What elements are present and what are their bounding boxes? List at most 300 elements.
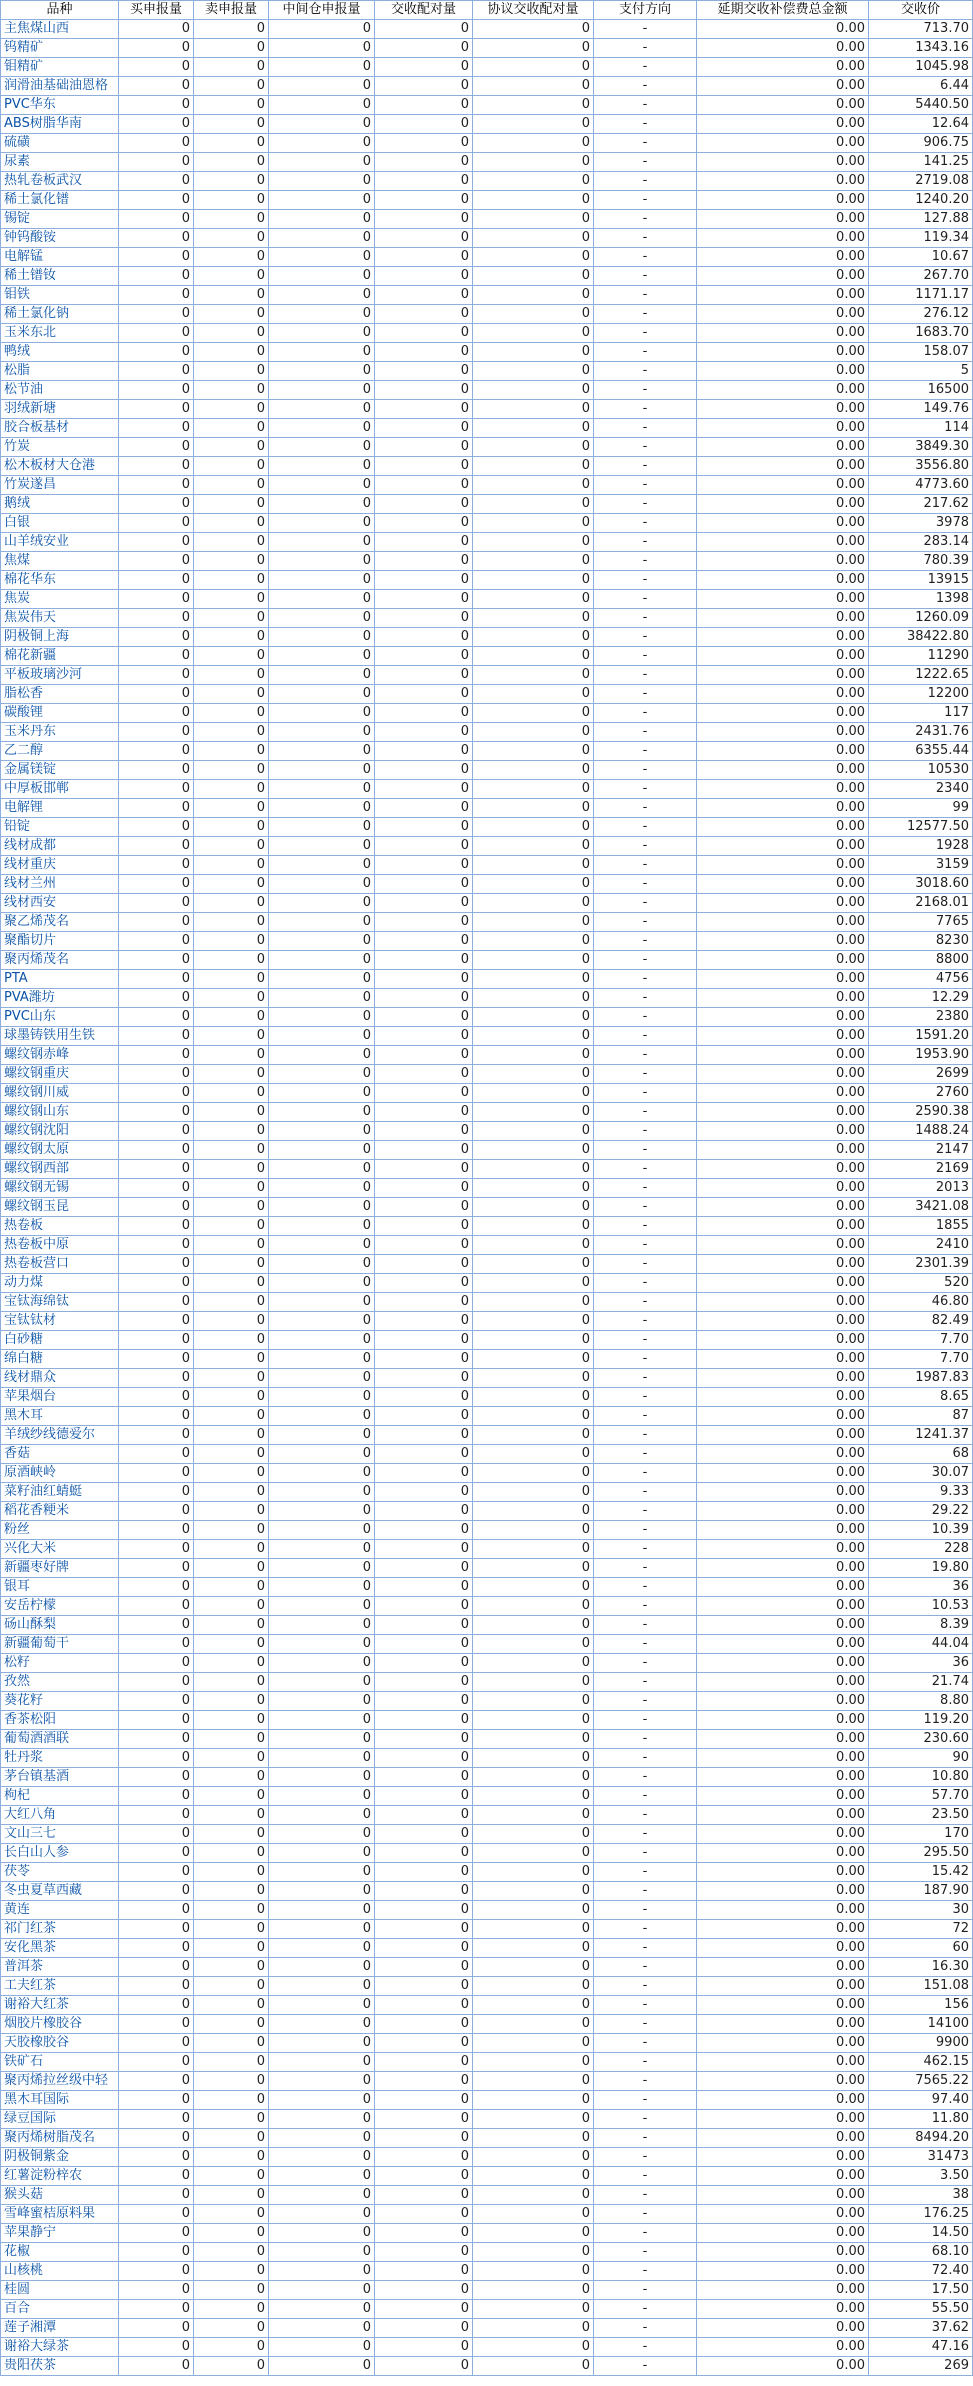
variety-cell[interactable]: 花椒 <box>1 2243 119 2262</box>
delivery-price-cell: 55.50 <box>869 2300 973 2319</box>
variety-cell[interactable]: 螺纹钢重庆 <box>1 1065 119 1084</box>
variety-cell[interactable]: 工夫红茶 <box>1 1977 119 1996</box>
delivery-matched-cell: 0 <box>375 970 473 989</box>
intermediate-declared-cell: 0 <box>269 571 375 590</box>
delivery-matched-cell: 0 <box>375 2205 473 2224</box>
variety-cell[interactable]: 线材成都 <box>1 837 119 856</box>
variety-cell[interactable]: 兴化大米 <box>1 1540 119 1559</box>
sell-declared-cell: 0 <box>194 1426 269 1445</box>
variety-cell[interactable]: 新疆葡萄干 <box>1 1635 119 1654</box>
sell-declared-cell: 0 <box>194 1825 269 1844</box>
buy-declared-cell: 0 <box>119 1217 194 1236</box>
variety-cell[interactable]: 平板玻璃沙河 <box>1 666 119 685</box>
delivery-price-cell: 11.80 <box>869 2110 973 2129</box>
delivery-matched-cell: 0 <box>375 1084 473 1103</box>
intermediate-declared-cell: 0 <box>269 2148 375 2167</box>
variety-cell[interactable]: 普洱茶 <box>1 1958 119 1977</box>
deferred-fee-cell: 0.00 <box>697 286 869 305</box>
variety-cell[interactable]: 润滑油基础油恩格 <box>1 77 119 96</box>
variety-cell[interactable]: 百合 <box>1 2300 119 2319</box>
sell-declared-cell: 0 <box>194 2357 269 2376</box>
delivery-price-cell: 14.50 <box>869 2224 973 2243</box>
variety-cell[interactable]: 聚乙烯茂名 <box>1 913 119 932</box>
variety-cell[interactable]: 铁矿石 <box>1 2053 119 2072</box>
agreement-matched-cell: 0 <box>473 590 594 609</box>
variety-cell[interactable]: 猴头菇 <box>1 2186 119 2205</box>
deferred-fee-cell: 0.00 <box>697 419 869 438</box>
delivery-price-cell: 2719.08 <box>869 172 973 191</box>
intermediate-declared-cell: 0 <box>269 647 375 666</box>
delivery-matched-cell: 0 <box>375 58 473 77</box>
buy-declared-cell: 0 <box>119 248 194 267</box>
variety-cell[interactable]: 黑木耳 <box>1 1407 119 1426</box>
payment-direction-cell: - <box>594 1293 697 1312</box>
variety-cell[interactable]: 红薯淀粉梓农 <box>1 2167 119 2186</box>
deferred-fee-cell: 0.00 <box>697 172 869 191</box>
delivery-price-cell: 29.22 <box>869 1502 973 1521</box>
variety-cell[interactable]: 钼铁 <box>1 286 119 305</box>
agreement-matched-cell: 0 <box>473 191 594 210</box>
intermediate-declared-cell: 0 <box>269 1654 375 1673</box>
intermediate-declared-cell: 0 <box>269 476 375 495</box>
delivery-matched-cell: 0 <box>375 191 473 210</box>
variety-cell[interactable]: 银耳 <box>1 1578 119 1597</box>
deferred-fee-cell: 0.00 <box>697 229 869 248</box>
intermediate-declared-cell: 0 <box>269 2281 375 2300</box>
delivery-matched-cell: 0 <box>375 115 473 134</box>
variety-cell[interactable]: 桂圆 <box>1 2281 119 2300</box>
agreement-matched-cell: 0 <box>473 2357 594 2376</box>
variety-cell[interactable]: 阴极铜上海 <box>1 628 119 647</box>
deferred-fee-cell: 0.00 <box>697 1141 869 1160</box>
agreement-matched-cell: 0 <box>473 39 594 58</box>
variety-cell[interactable]: 稀土氯化镨 <box>1 191 119 210</box>
agreement-matched-cell: 0 <box>473 742 594 761</box>
variety-cell[interactable]: 天胶橡胶谷 <box>1 2034 119 2053</box>
variety-cell[interactable]: 稀土氯化钠 <box>1 305 119 324</box>
variety-cell[interactable]: 球墨铸铁用生铁 <box>1 1027 119 1046</box>
variety-cell[interactable]: 烟胶片橡胶谷 <box>1 2015 119 2034</box>
delivery-matched-cell: 0 <box>375 1179 473 1198</box>
variety-cell[interactable]: 螺纹钢山东 <box>1 1103 119 1122</box>
sell-declared-cell: 0 <box>194 1901 269 1920</box>
deferred-fee-cell: 0.00 <box>697 723 869 742</box>
payment-direction-cell: - <box>594 1768 697 1787</box>
delivery-price-cell: 2590.38 <box>869 1103 973 1122</box>
deferred-fee-cell: 0.00 <box>697 134 869 153</box>
deferred-fee-cell: 0.00 <box>697 2205 869 2224</box>
intermediate-declared-cell: 0 <box>269 514 375 533</box>
column-header-buy-declared: 买申报量 <box>119 1 194 20</box>
sell-declared-cell: 0 <box>194 780 269 799</box>
variety-cell[interactable]: 原酒峡岭 <box>1 1464 119 1483</box>
deferred-fee-cell: 0.00 <box>697 2129 869 2148</box>
deferred-fee-cell: 0.00 <box>697 1958 869 1977</box>
table-row <box>1 1464 973 1483</box>
intermediate-declared-cell: 0 <box>269 533 375 552</box>
table-row <box>1 476 973 495</box>
variety-cell[interactable]: 金属镁锭 <box>1 761 119 780</box>
variety-cell[interactable]: 长白山人参 <box>1 1844 119 1863</box>
agreement-matched-cell: 0 <box>473 723 594 742</box>
variety-cell[interactable]: 大红八角 <box>1 1806 119 1825</box>
buy-declared-cell: 0 <box>119 1255 194 1274</box>
variety-cell[interactable]: 棉花华东 <box>1 571 119 590</box>
payment-direction-cell: - <box>594 552 697 571</box>
variety-cell[interactable]: 钨精矿 <box>1 39 119 58</box>
buy-declared-cell: 0 <box>119 362 194 381</box>
table-row <box>1 1483 973 1502</box>
intermediate-declared-cell: 0 <box>269 989 375 1008</box>
buy-declared-cell: 0 <box>119 1521 194 1540</box>
delivery-price-cell: 44.04 <box>869 1635 973 1654</box>
delivery-price-cell: 68.10 <box>869 2243 973 2262</box>
delivery-matched-cell: 0 <box>375 533 473 552</box>
variety-cell[interactable]: 茯苓 <box>1 1863 119 1882</box>
sell-declared-cell: 0 <box>194 248 269 267</box>
intermediate-declared-cell: 0 <box>269 1388 375 1407</box>
variety-cell[interactable]: 贵阳茯茶 <box>1 2357 119 2376</box>
table-row <box>1 1008 973 1027</box>
delivery-matched-cell: 0 <box>375 1844 473 1863</box>
deferred-fee-cell: 0.00 <box>697 2091 869 2110</box>
deferred-fee-cell: 0.00 <box>697 704 869 723</box>
table-row <box>1 1825 973 1844</box>
variety-cell[interactable]: 热轧卷板武汉 <box>1 172 119 191</box>
variety-cell[interactable]: 黄连 <box>1 1901 119 1920</box>
variety-cell[interactable]: 热卷板 <box>1 1217 119 1236</box>
delivery-matched-cell: 0 <box>375 324 473 343</box>
variety-cell[interactable]: 祁门红茶 <box>1 1920 119 1939</box>
intermediate-declared-cell: 0 <box>269 1008 375 1027</box>
variety-cell[interactable]: 茅台镇基酒 <box>1 1768 119 1787</box>
payment-direction-cell: - <box>594 1882 697 1901</box>
variety-cell[interactable]: 山羊绒安业 <box>1 533 119 552</box>
variety-cell[interactable]: 香茶松阳 <box>1 1711 119 1730</box>
agreement-matched-cell: 0 <box>473 2110 594 2129</box>
variety-cell[interactable]: 线材重庆 <box>1 856 119 875</box>
sell-declared-cell: 0 <box>194 1046 269 1065</box>
variety-cell[interactable]: 玉米丹东 <box>1 723 119 742</box>
variety-cell[interactable]: 碳酸锂 <box>1 704 119 723</box>
delivery-matched-cell: 0 <box>375 2224 473 2243</box>
payment-direction-cell: - <box>594 1407 697 1426</box>
variety-cell[interactable]: 主焦煤山西 <box>1 20 119 39</box>
deferred-fee-cell: 0.00 <box>697 20 869 39</box>
buy-declared-cell: 0 <box>119 818 194 837</box>
buy-declared-cell: 0 <box>119 495 194 514</box>
variety-cell[interactable]: ABS树脂华南 <box>1 115 119 134</box>
variety-cell[interactable]: 线材鼎众 <box>1 1369 119 1388</box>
variety-cell[interactable]: 绵白糖 <box>1 1350 119 1369</box>
variety-cell[interactable]: 阴极铜紫金 <box>1 2148 119 2167</box>
sell-declared-cell: 0 <box>194 2091 269 2110</box>
variety-cell[interactable]: 稀土镨钕 <box>1 267 119 286</box>
payment-direction-cell: - <box>594 1616 697 1635</box>
intermediate-declared-cell: 0 <box>269 1901 375 1920</box>
variety-cell[interactable]: 鸭绒 <box>1 343 119 362</box>
deferred-fee-cell: 0.00 <box>697 1635 869 1654</box>
buy-declared-cell: 0 <box>119 1996 194 2015</box>
sell-declared-cell: 0 <box>194 2319 269 2338</box>
payment-direction-cell: - <box>594 1863 697 1882</box>
deferred-fee-cell: 0.00 <box>697 2015 869 2034</box>
intermediate-declared-cell: 0 <box>269 96 375 115</box>
delivery-matched-cell: 0 <box>375 1749 473 1768</box>
buy-declared-cell: 0 <box>119 2205 194 2224</box>
deferred-fee-cell: 0.00 <box>697 2262 869 2281</box>
variety-cell[interactable]: 砀山酥梨 <box>1 1616 119 1635</box>
intermediate-declared-cell: 0 <box>269 1369 375 1388</box>
variety-cell[interactable]: 电解锰 <box>1 248 119 267</box>
variety-cell[interactable]: 雪峰蜜桔原料果 <box>1 2205 119 2224</box>
variety-cell[interactable]: 电解锂 <box>1 799 119 818</box>
buy-declared-cell: 0 <box>119 1692 194 1711</box>
variety-cell[interactable]: 胶合板基材 <box>1 419 119 438</box>
variety-cell[interactable]: 钼精矿 <box>1 58 119 77</box>
variety-cell[interactable]: 硫磺 <box>1 134 119 153</box>
variety-cell[interactable]: 线材兰州 <box>1 875 119 894</box>
sell-declared-cell: 0 <box>194 1084 269 1103</box>
variety-cell[interactable]: 白银 <box>1 514 119 533</box>
buy-declared-cell: 0 <box>119 1730 194 1749</box>
variety-cell[interactable]: 安化黑茶 <box>1 1939 119 1958</box>
agreement-matched-cell: 0 <box>473 248 594 267</box>
variety-cell[interactable]: 枸杞 <box>1 1787 119 1806</box>
variety-cell[interactable]: 螺纹钢无锡 <box>1 1179 119 1198</box>
variety-cell[interactable]: 松节油 <box>1 381 119 400</box>
payment-direction-cell: - <box>594 2262 697 2281</box>
variety-cell[interactable]: 苹果烟台 <box>1 1388 119 1407</box>
buy-declared-cell: 0 <box>119 894 194 913</box>
variety-cell[interactable]: 莲子湘潭 <box>1 2319 119 2338</box>
variety-cell[interactable]: 鹅绒 <box>1 495 119 514</box>
agreement-matched-cell: 0 <box>473 1274 594 1293</box>
variety-cell[interactable]: 铅锭 <box>1 818 119 837</box>
delivery-price-cell: 38 <box>869 2186 973 2205</box>
sell-declared-cell: 0 <box>194 96 269 115</box>
buy-declared-cell: 0 <box>119 2034 194 2053</box>
variety-cell[interactable]: 脂松香 <box>1 685 119 704</box>
payment-direction-cell: - <box>594 932 697 951</box>
table-row <box>1 1141 973 1160</box>
variety-cell[interactable]: 焦炭 <box>1 590 119 609</box>
payment-direction-cell: - <box>594 438 697 457</box>
agreement-matched-cell: 0 <box>473 1179 594 1198</box>
deferred-fee-cell: 0.00 <box>697 837 869 856</box>
buy-declared-cell: 0 <box>119 210 194 229</box>
variety-cell[interactable]: 聚酯切片 <box>1 932 119 951</box>
delivery-price-cell: 2699 <box>869 1065 973 1084</box>
table-row <box>1 267 973 286</box>
payment-direction-cell: - <box>594 1958 697 1977</box>
variety-cell[interactable]: 玉米东北 <box>1 324 119 343</box>
variety-cell[interactable]: 聚丙烯树脂茂名 <box>1 2129 119 2148</box>
delivery-price-cell: 31473 <box>869 2148 973 2167</box>
table-row <box>1 552 973 571</box>
deferred-fee-cell: 0.00 <box>697 1483 869 1502</box>
variety-cell[interactable]: 稻花香粳米 <box>1 1502 119 1521</box>
payment-direction-cell: - <box>594 875 697 894</box>
intermediate-declared-cell: 0 <box>269 761 375 780</box>
variety-cell[interactable]: PVC华东 <box>1 96 119 115</box>
agreement-matched-cell: 0 <box>473 2224 594 2243</box>
delivery-matched-cell: 0 <box>375 1445 473 1464</box>
delivery-matched-cell: 0 <box>375 1825 473 1844</box>
payment-direction-cell: - <box>594 1274 697 1293</box>
variety-cell[interactable]: 羊绒纱线德爱尔 <box>1 1426 119 1445</box>
variety-cell[interactable]: 动力煤 <box>1 1274 119 1293</box>
delivery-matched-cell: 0 <box>375 1483 473 1502</box>
variety-cell[interactable]: 文山三七 <box>1 1825 119 1844</box>
delivery-price-cell: 2147 <box>869 1141 973 1160</box>
variety-cell[interactable]: 葵花籽 <box>1 1692 119 1711</box>
deferred-fee-cell: 0.00 <box>697 1996 869 2015</box>
variety-cell[interactable]: PVC山东 <box>1 1008 119 1027</box>
variety-cell[interactable]: 白砂糖 <box>1 1331 119 1350</box>
variety-cell[interactable]: 苹果静宁 <box>1 2224 119 2243</box>
variety-cell[interactable]: 螺纹钢玉昆 <box>1 1198 119 1217</box>
variety-cell[interactable]: PVA潍坊 <box>1 989 119 1008</box>
buy-declared-cell: 0 <box>119 1844 194 1863</box>
table-row <box>1 647 973 666</box>
variety-cell[interactable]: 谢裕大红茶 <box>1 1996 119 2015</box>
variety-cell[interactable]: 宝钛钛材 <box>1 1312 119 1331</box>
variety-cell[interactable]: 黑木耳国际 <box>1 2091 119 2110</box>
variety-cell[interactable]: 热卷板中原 <box>1 1236 119 1255</box>
variety-cell[interactable]: 钟钨酸铵 <box>1 229 119 248</box>
intermediate-declared-cell: 0 <box>269 2072 375 2091</box>
variety-cell[interactable]: 线材西安 <box>1 894 119 913</box>
buy-declared-cell: 0 <box>119 2338 194 2357</box>
delivery-matched-cell: 0 <box>375 932 473 951</box>
variety-cell[interactable]: 螺纹钢赤峰 <box>1 1046 119 1065</box>
delivery-price-cell: 2410 <box>869 1236 973 1255</box>
agreement-matched-cell: 0 <box>473 1483 594 1502</box>
delivery-matched-cell: 0 <box>375 1616 473 1635</box>
column-header-delivery-price: 交收价 <box>869 1 973 20</box>
variety-cell[interactable]: 粉丝 <box>1 1521 119 1540</box>
intermediate-declared-cell: 0 <box>269 1331 375 1350</box>
variety-cell[interactable]: 焦炭伟天 <box>1 609 119 628</box>
buy-declared-cell: 0 <box>119 1502 194 1521</box>
sell-declared-cell: 0 <box>194 1502 269 1521</box>
intermediate-declared-cell: 0 <box>269 1711 375 1730</box>
variety-cell[interactable]: 羽绒新塘 <box>1 400 119 419</box>
variety-cell[interactable]: 锡锭 <box>1 210 119 229</box>
delivery-price-cell: 228 <box>869 1540 973 1559</box>
variety-cell[interactable]: 山核桃 <box>1 2262 119 2281</box>
payment-direction-cell: - <box>594 590 697 609</box>
variety-cell[interactable]: 松木板材大仓港 <box>1 457 119 476</box>
payment-direction-cell: - <box>594 1673 697 1692</box>
delivery-price-cell: 1683.70 <box>869 324 973 343</box>
deferred-fee-cell: 0.00 <box>697 191 869 210</box>
table-row <box>1 1768 973 1787</box>
variety-cell[interactable]: 竹炭 <box>1 438 119 457</box>
delivery-price-cell: 60 <box>869 1939 973 1958</box>
buy-declared-cell: 0 <box>119 1236 194 1255</box>
variety-cell[interactable]: 螺纹钢沈阳 <box>1 1122 119 1141</box>
payment-direction-cell: - <box>594 856 697 875</box>
buy-declared-cell: 0 <box>119 1122 194 1141</box>
variety-cell[interactable]: 新疆枣好牌 <box>1 1559 119 1578</box>
delivery-matched-cell: 0 <box>375 2167 473 2186</box>
variety-cell[interactable]: 香菇 <box>1 1445 119 1464</box>
delivery-price-cell: 114 <box>869 419 973 438</box>
buy-declared-cell: 0 <box>119 1749 194 1768</box>
sell-declared-cell: 0 <box>194 1787 269 1806</box>
variety-cell[interactable]: 聚丙烯茂名 <box>1 951 119 970</box>
intermediate-declared-cell: 0 <box>269 1996 375 2015</box>
variety-cell[interactable]: 葡萄酒酒联 <box>1 1730 119 1749</box>
sell-declared-cell: 0 <box>194 1730 269 1749</box>
buy-declared-cell: 0 <box>119 2319 194 2338</box>
deferred-fee-cell: 0.00 <box>697 58 869 77</box>
delivery-price-cell: 6.44 <box>869 77 973 96</box>
variety-cell[interactable]: 松籽 <box>1 1654 119 1673</box>
intermediate-declared-cell: 0 <box>269 856 375 875</box>
variety-cell[interactable]: 松脂 <box>1 362 119 381</box>
table-row <box>1 248 973 267</box>
delivery-price-cell: 57.70 <box>869 1787 973 1806</box>
variety-cell[interactable]: 乙二醇 <box>1 742 119 761</box>
variety-cell[interactable]: 绿豆国际 <box>1 2110 119 2129</box>
variety-cell[interactable]: 螺纹钢川威 <box>1 1084 119 1103</box>
table-row <box>1 723 973 742</box>
agreement-matched-cell: 0 <box>473 2281 594 2300</box>
table-row <box>1 1046 973 1065</box>
payment-direction-cell: - <box>594 1198 697 1217</box>
payment-direction-cell: - <box>594 1654 697 1673</box>
variety-cell[interactable]: 焦煤 <box>1 552 119 571</box>
deferred-fee-cell: 0.00 <box>697 1920 869 1939</box>
variety-cell[interactable]: 尿素 <box>1 153 119 172</box>
variety-cell[interactable]: 棉花新疆 <box>1 647 119 666</box>
variety-cell[interactable]: 螺纹钢西部 <box>1 1160 119 1179</box>
delivery-matched-cell: 0 <box>375 571 473 590</box>
sell-declared-cell: 0 <box>194 1407 269 1426</box>
payment-direction-cell: - <box>594 343 697 362</box>
variety-cell[interactable]: 聚丙烯拉丝级中轻 <box>1 2072 119 2091</box>
variety-cell[interactable]: PTA <box>1 970 119 989</box>
variety-cell[interactable]: 安岳柠檬 <box>1 1597 119 1616</box>
deferred-fee-cell: 0.00 <box>697 818 869 837</box>
deferred-fee-cell: 0.00 <box>697 533 869 552</box>
variety-cell[interactable]: 热卷板营口 <box>1 1255 119 1274</box>
variety-cell[interactable]: 螺纹钢太原 <box>1 1141 119 1160</box>
sell-declared-cell: 0 <box>194 210 269 229</box>
variety-cell[interactable]: 冬虫夏草西藏 <box>1 1882 119 1901</box>
variety-cell[interactable]: 中厚板邯郸 <box>1 780 119 799</box>
variety-cell[interactable]: 谢裕大绿茶 <box>1 2338 119 2357</box>
delivery-matched-cell: 0 <box>375 2129 473 2148</box>
table-row <box>1 590 973 609</box>
buy-declared-cell: 0 <box>119 1407 194 1426</box>
delivery-price-cell: 36 <box>869 1654 973 1673</box>
variety-cell[interactable]: 牡丹浆 <box>1 1749 119 1768</box>
column-header-intermediate-declared: 中间仓申报量 <box>269 1 375 20</box>
variety-cell[interactable]: 菜籽油红蜻蜓 <box>1 1483 119 1502</box>
variety-cell[interactable]: 宝钛海绵钛 <box>1 1293 119 1312</box>
deferred-fee-cell: 0.00 <box>697 1445 869 1464</box>
variety-cell[interactable]: 竹炭遂昌 <box>1 476 119 495</box>
buy-declared-cell: 0 <box>119 799 194 818</box>
delivery-price-cell: 47.16 <box>869 2338 973 2357</box>
delivery-price-cell: 16500 <box>869 381 973 400</box>
variety-cell[interactable]: 孜然 <box>1 1673 119 1692</box>
delivery-matched-cell: 0 <box>375 913 473 932</box>
